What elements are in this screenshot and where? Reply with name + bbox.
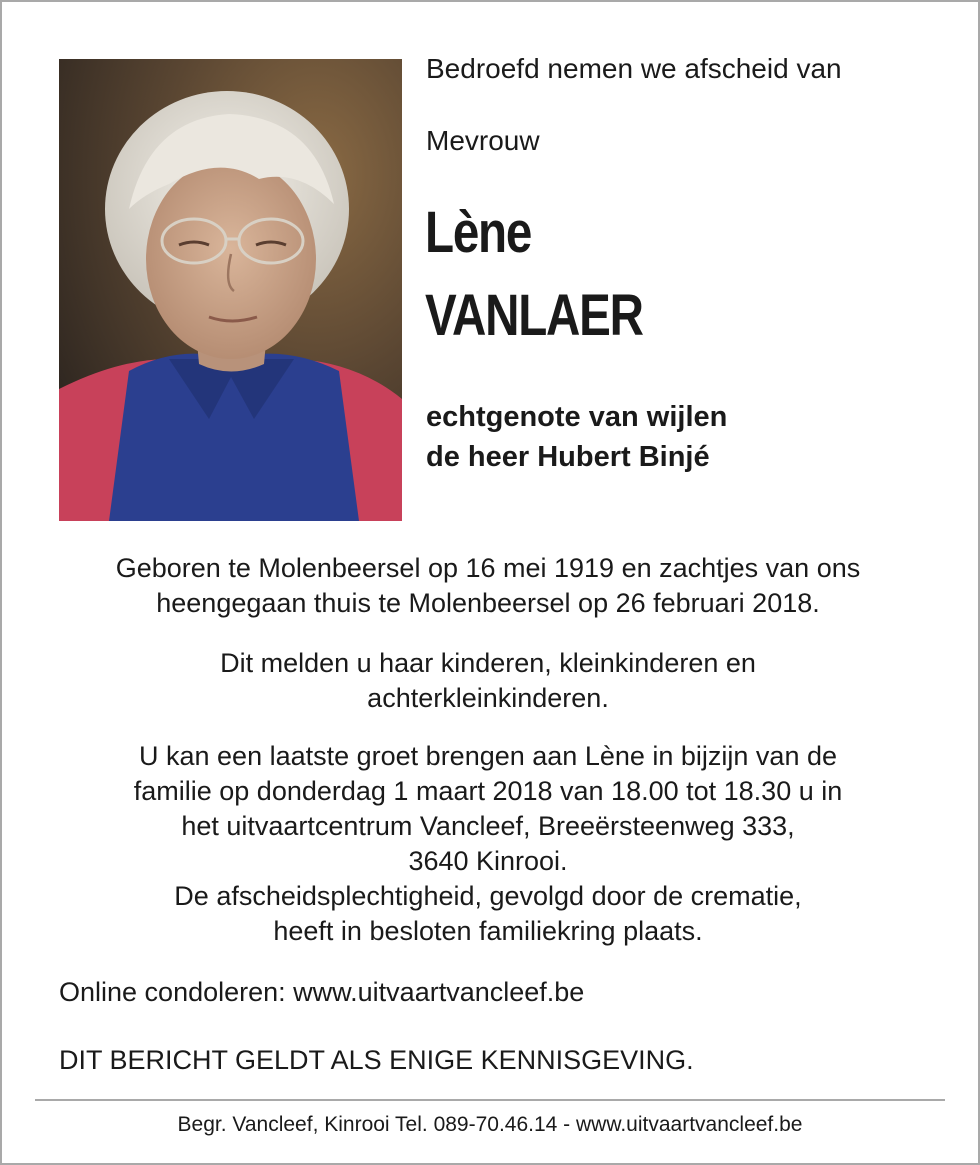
birth-death-line: heengegaan thuis te Molenbeersel op 26 februari 2018.: [156, 588, 820, 618]
visitation-line: De afscheidsplechtigheid, gevolgd door de crematie,: [174, 881, 802, 911]
visitation-line: het uitvaartcentrum Vancleef, Breeërsteenweg 333,: [181, 811, 795, 841]
footer-divider: [35, 1099, 945, 1101]
spouse-info: [426, 397, 727, 477]
birth-death-paragraph: [40, 551, 936, 621]
intro-text: Bedroefd nemen we afscheid van: [426, 53, 842, 84]
family-line: achterkleinkinderen.: [367, 683, 609, 713]
notice-text: DIT BERICHT GELDT ALS ENIGE KENNISGEVING.: [59, 1045, 694, 1075]
spouse-line-2: de heer Hubert Binjé: [426, 441, 710, 473]
visitation-line: U kan een laatste groet brengen aan Lène in bijzijn van de: [139, 741, 837, 771]
deceased-first-name: Lène: [425, 200, 532, 265]
visitation-line: familie op donderdag 1 maart 2018 van 18.00 tot 18.30 u in: [133, 776, 843, 806]
visitation-line: 3640 Kinrooi.: [408, 846, 568, 876]
spouse-line-1: echtgenote van wijlen: [426, 401, 728, 433]
family-line: Dit melden u haar kinderen, kleinkinderen en: [220, 648, 756, 678]
family-paragraph: [40, 646, 936, 716]
visitation-paragraph: [40, 739, 936, 949]
visitation-line: heeft in besloten familiekring plaats.: [273, 916, 703, 946]
portrait-image: [59, 59, 402, 521]
birth-death-line: Geboren te Molenbeersel op 16 mei 1919 en zachtjes van ons: [115, 553, 861, 583]
deceased-last-name: VANLAER: [425, 283, 643, 348]
online-condolences: Online condoleren: www.uitvaartvancleef.be: [59, 977, 585, 1007]
funeral-home-footer: Begr. Vancleef, Kinrooi Tel. 089-70.46.14 - www.uitvaartvancleef.be: [177, 1113, 803, 1136]
portrait-photo: [59, 59, 402, 521]
salutation: Mevrouw: [426, 125, 540, 156]
